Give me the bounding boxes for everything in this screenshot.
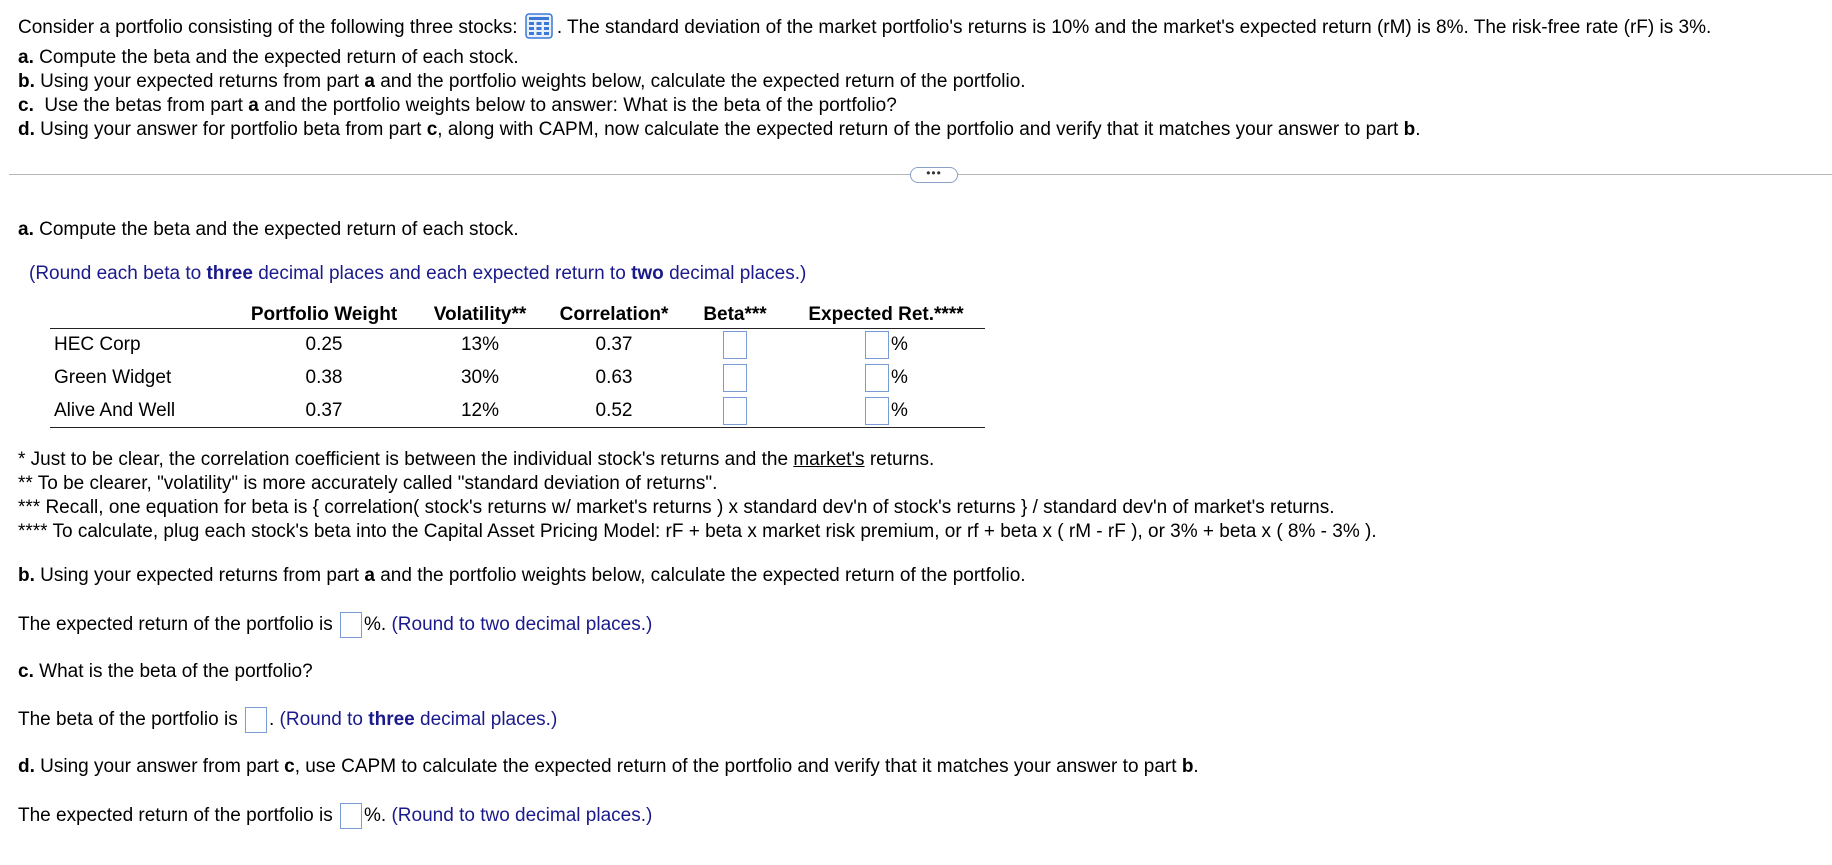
header-correlation: Correlation* [559, 304, 669, 325]
table-header-rule [50, 328, 985, 329]
intro-sentence: Consider a portfolio consisting of the following three stocks: . The standard deviation of the market portfolio's returns is 10% and the market's expected return (rM) is 8%. The risk-free rate (rF) is 3%. [18, 13, 1711, 40]
beta-input-alive-and-well[interactable] [723, 397, 747, 425]
row-weight: 0.38 [305, 367, 343, 388]
intro-part-c: c. Use the betas from part a and the portfolio weights below to answer: What is the beta of the portfolio? [18, 95, 897, 116]
row-volatility: 12% [460, 400, 500, 421]
part-a-rounding-hint: (Round each beta to three decimal places and each expected return to two decimal places.) [29, 263, 807, 284]
percent-sign: % [891, 334, 908, 355]
part-a-heading: a. Compute the beta and the expected return of each stock. [18, 219, 519, 240]
table-grid-icon[interactable] [525, 13, 553, 39]
intro-part-d: d. Using your answer for portfolio beta from part c, along with CAPM, now calculate the expected return of the portfolio and verify that it matches your answer to part b. [18, 119, 1421, 140]
row-volatility: 30% [460, 367, 500, 388]
percent-sign: % [891, 367, 908, 388]
row-weight: 0.25 [305, 334, 343, 355]
part-b-heading: b. Using your expected returns from part a and the portfolio weights below, calculate the expected return of the portfolio. [18, 565, 1026, 586]
expand-button[interactable]: ••• [910, 167, 958, 183]
portfolio-beta-input[interactable] [245, 707, 267, 733]
part-d-heading: d. Using your answer from part c, use CAPM to calculate the expected return of the portfolio and verify that it matches your answer to part b. [18, 756, 1199, 777]
header-expected-return: Expected Ret.**** [808, 304, 964, 325]
note-volatility: ** To be clearer, "volatility" is more accurately called "standard deviation of returns". [18, 473, 718, 494]
row-weight: 0.37 [305, 400, 343, 421]
header-beta: Beta*** [703, 304, 767, 325]
intro-part-b: b. Using your expected returns from part a and the portfolio weights below, calculate the expected return of the portfolio. [18, 71, 1026, 92]
intro-part-a: a. Compute the beta and the expected return of each stock. [18, 47, 519, 68]
beta-input-green-widget[interactable] [723, 364, 747, 392]
note-correlation: * Just to be clear, the correlation coefficient is between the individual stock's returns and the market's returns. [18, 449, 935, 470]
part-c-rounding-hint: (Round to three decimal places.) [279, 709, 558, 731]
header-volatility: Volatility** [433, 304, 527, 325]
row-correlation: 0.37 [595, 334, 633, 355]
row-name: HEC Corp [54, 334, 141, 355]
row-volatility: 13% [460, 334, 500, 355]
part-d-answer-line: The expected return of the portfolio is %. (Round to two decimal places.) [18, 803, 652, 829]
row-name: Green Widget [54, 367, 172, 388]
row-correlation: 0.52 [595, 400, 633, 421]
expected-return-input-alive-and-well[interactable] [865, 397, 889, 425]
row-correlation: 0.63 [595, 367, 633, 388]
portfolio-capm-return-input[interactable] [340, 803, 362, 829]
part-b-answer-line: The expected return of the portfolio is %. (Round to two decimal places.) [18, 612, 652, 638]
part-b-rounding-hint: (Round to two decimal places.) [391, 614, 653, 636]
note-beta-equation: *** Recall, one equation for beta is { correlation( stock's returns w/ market's returns ) x standard dev'n of stock's returns } / standard dev'n of market's returns. [18, 497, 1335, 518]
portfolio-expected-return-input[interactable] [340, 612, 362, 638]
expected-return-input-hec-corp[interactable] [865, 331, 889, 359]
part-d-rounding-hint: (Round to two decimal places.) [391, 805, 653, 827]
note-capm: **** To calculate, plug each stock's beta into the Capital Asset Pricing Model: rF + beta x market risk premium, or rf + beta x ( rM - rF ), or 3% + beta x ( 8% - 3% ). [18, 521, 1377, 542]
part-c-heading: c. What is the beta of the portfolio? [18, 661, 313, 682]
percent-sign: % [891, 400, 908, 421]
expected-return-input-green-widget[interactable] [865, 364, 889, 392]
part-c-answer-line: The beta of the portfolio is . (Round to three decimal places.) [18, 707, 557, 733]
beta-input-hec-corp[interactable] [723, 331, 747, 359]
table-bottom-rule [50, 427, 985, 428]
row-name: Alive And Well [54, 400, 176, 421]
header-portfolio-weight: Portfolio Weight [250, 304, 398, 325]
